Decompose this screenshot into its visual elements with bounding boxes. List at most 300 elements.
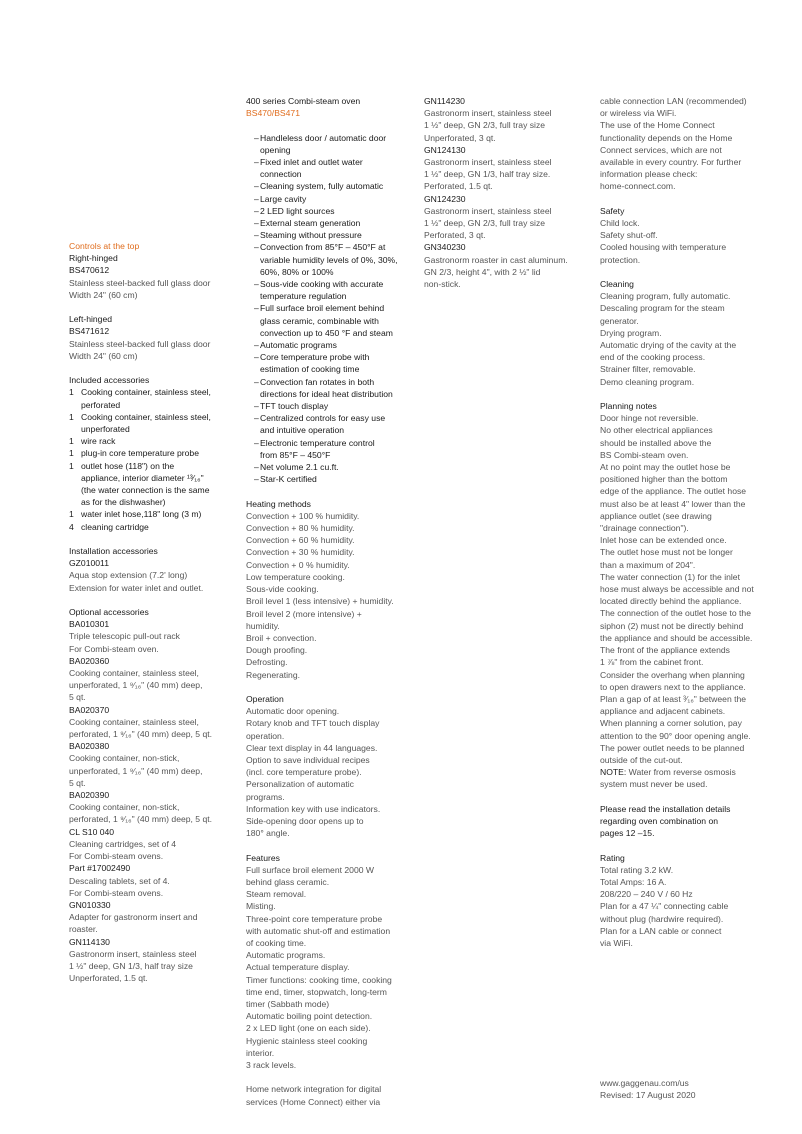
feature-line: opening [260, 144, 291, 155]
footer [600, 1077, 770, 1101]
operation-line: (incl. core temperature probe). [246, 767, 362, 778]
safety-section [600, 205, 762, 266]
safety-line: Child lock. [600, 218, 640, 229]
accessory-line: Gastronorm roaster in cast aluminum. [424, 254, 568, 265]
right-hinged-line: Width 24" (60 cm) [69, 289, 138, 300]
cleaning-title: Cleaning [600, 279, 634, 290]
accessory-item [69, 789, 231, 826]
rating-line: Total rating 3.2 kW. [600, 864, 674, 875]
feature-text-line: time end, timer, stopwatch, long-term [246, 986, 387, 997]
planning-note [600, 766, 762, 778]
safety-line: Cooled housing with temperature [600, 242, 727, 253]
accessory-line: For Combi-steam oven. [69, 643, 159, 654]
operation-line: Rotary knob and TFT touch display [246, 718, 380, 729]
list-item [69, 411, 231, 435]
accessory-line: Unperforated, 1.5 qt. [69, 973, 148, 984]
feature-line: – TFT touch display [260, 401, 329, 412]
home-network-text [246, 1083, 408, 1107]
connect-line: cable connection LAN (recommended) [600, 96, 747, 106]
heating-line: Regenerating. [246, 669, 300, 680]
feature-line: – 2 LED light sources [260, 205, 335, 216]
feature-line: – Convection from 85°F – 450°F at [260, 242, 386, 253]
accessory-item [69, 936, 231, 985]
planning-line: positioned higher than the bottom [600, 474, 728, 485]
accessory-line: Cooking container, non-stick, [69, 753, 180, 764]
home-network-line: Home network integration for digital [246, 1084, 382, 1095]
accessory-code: BA010301 [69, 619, 110, 630]
accessory-line: perforated, 1 ⁹⁄₁₆" (40 mm) deep, 5 qt. [69, 729, 213, 740]
cleaning-section [600, 278, 762, 388]
cleaning-line: generator. [600, 315, 639, 326]
accessory-code: BA020370 [69, 704, 110, 715]
accessory-line: Gastronorm insert, stainless steel [424, 205, 552, 216]
list-item [246, 132, 408, 156]
list-item [246, 193, 408, 205]
cleaning-line: Drying program. [600, 327, 662, 338]
safety-title: Safety [600, 205, 625, 216]
feature-line: – Large cavity [260, 193, 307, 204]
feature-line: – Sous-vide cooking with accurate [260, 279, 384, 290]
safety-line: Safety shut-off. [600, 230, 658, 241]
accessory-line: 5 qt. [69, 692, 86, 703]
accessory-line: Unperforated, 3 qt. [424, 132, 496, 143]
planning-line: When planning a corner solution, pay [600, 718, 742, 729]
heating-line: Dough proofing. [246, 645, 308, 656]
feature-line: – Cleaning system, fully automatic [260, 181, 384, 192]
installation-reference-line: regarding oven combination on [600, 815, 719, 826]
installation-reference-section [600, 803, 762, 840]
planning-line: located directly behind the appliance. [600, 596, 742, 607]
feature-line: temperature regulation [260, 291, 347, 302]
heating-methods-section [246, 498, 408, 681]
accessory-line: Gastronorm insert, stainless steel [424, 108, 552, 119]
feature-text-line: of cooking time. [246, 937, 307, 948]
feature-line: connection [260, 169, 302, 180]
left-hinged-section [69, 313, 231, 362]
connect-line: information please check: [600, 169, 698, 180]
accessory-code: BA020380 [69, 741, 110, 752]
operation-line: Option to save individual recipes [246, 754, 370, 765]
accessory-item [424, 193, 586, 242]
features-text [246, 864, 408, 1071]
connect-line: functionality depends on the Home [600, 132, 733, 143]
accessory-item [69, 826, 231, 863]
operation-line: Side-opening door opens up to [246, 815, 364, 826]
rating-section [600, 852, 762, 950]
planning-notes-text [600, 412, 762, 766]
accessory-item [69, 704, 231, 741]
list-item [246, 156, 408, 180]
planning-line: appliance and adjacent cabinets. [600, 706, 726, 717]
home-connect-section [600, 95, 762, 193]
feature-text-line: Automatic boiling point detection. [246, 1011, 373, 1022]
planning-line: should be installed above the [600, 437, 712, 448]
item-count: 1 [69, 448, 74, 459]
feature-line: variable humidity levels of 0%, 30%, [260, 254, 398, 265]
operation-section [246, 693, 408, 839]
feature-line: – Convection fan rotates in both [260, 376, 375, 387]
item-line: appliance, interior diameter ¹³⁄₁₆" [81, 472, 204, 483]
accessory-item [424, 95, 586, 144]
accessory-code: GN114130 [69, 936, 110, 947]
feature-line: – Automatic programs [260, 340, 337, 351]
left-hinged-line: Stainless steel-backed full glass door [69, 338, 211, 349]
feature-text-line: Steam removal. [246, 889, 307, 900]
item-count: 1 [69, 436, 74, 447]
accessory-item [69, 862, 231, 899]
accessory-item [69, 618, 231, 655]
heating-methods-text [246, 510, 408, 681]
planning-line: siphon (2) must not be directly behind [600, 620, 744, 631]
list-item [246, 302, 408, 339]
feature-line: – Star-K certified [260, 474, 317, 485]
accessory-line: non-stick. [424, 279, 461, 290]
key-features-section [246, 132, 408, 486]
planning-line: outside of the cut-out. [600, 754, 683, 765]
rating-line: via WiFi. [600, 937, 633, 948]
feature-line: glass ceramic, combinable with [260, 315, 379, 326]
feature-line: directions for ideal heat distribution [260, 388, 393, 399]
feature-line: – Handleless door / automatic door [260, 132, 387, 143]
list-item [246, 376, 408, 400]
planning-line: The water connection (1) for the inlet [600, 571, 740, 582]
installation-accessories-section [69, 545, 231, 594]
list-item [246, 241, 408, 278]
operation-line: Personalization of automatic [246, 779, 354, 790]
rating-line: 208/220 – 240 V / 60 Hz [600, 889, 693, 900]
list-item [246, 473, 408, 485]
accessory-line: 1 ½" deep, GN 2/3, full tray size [424, 120, 546, 131]
optional-accessories-title: Optional accessories [69, 607, 149, 618]
accessory-line: Perforated, 3 qt. [424, 230, 486, 241]
features-section [246, 852, 408, 1072]
included-accessories-list [69, 386, 231, 532]
heating-line: Low temperature cooking. [246, 571, 345, 582]
item-line: as for the dishwasher) [81, 497, 166, 508]
rating-line: Plan for a LAN cable or connect [600, 925, 722, 936]
cleaning-line: Strainer filter, removable. [600, 364, 696, 375]
item-count: 1 [69, 509, 74, 520]
heating-line: Broil + convection. [246, 632, 317, 643]
accessory-line: unperforated, 1 ⁹⁄₁₆" (40 mm) deep, [69, 680, 203, 691]
feature-line: – Net volume 2.1 cu.ft. [260, 462, 339, 473]
heating-line: Convection + 0 % humidity. [246, 559, 350, 570]
home-network-line: services (Home Connect) either via [246, 1096, 381, 1107]
planning-note-line: system must never be used. [600, 779, 708, 790]
feature-text-line: Hygienic stainless steel cooking [246, 1035, 368, 1046]
accessory-line: 1 ½" deep, GN 2/3, full tray size [424, 218, 546, 229]
left-hinged-title: Left-hinged [69, 314, 113, 325]
connect-line: Connect services, which are not [600, 144, 722, 155]
controls-title: Controls at the top [69, 241, 140, 251]
note-label: NOTE: [600, 767, 627, 778]
feature-line: and intuitive operation [260, 425, 345, 436]
rating-line: without plug (hardwire required). [600, 913, 724, 924]
connect-line: The use of the Home Connect [600, 120, 715, 131]
connect-line: or wireless via WiFi. [600, 108, 677, 119]
accessory-line: For Combi-steam ovens. [69, 851, 164, 862]
item-count: 4 [69, 521, 74, 532]
controls-section [69, 240, 231, 301]
operation-line: operation. [246, 730, 285, 741]
note-text: Water from reverse osmosis [626, 767, 736, 778]
cleaning-text [600, 290, 762, 388]
operation-line: Information key with use indicators. [246, 803, 381, 814]
list-item [246, 205, 408, 217]
list-item [246, 180, 408, 192]
rating-text [600, 864, 762, 949]
accessory-line: 5 qt. [69, 777, 86, 788]
planning-line: The power outlet needs to be planned [600, 742, 745, 753]
left-hinged-code: BS471612 [69, 326, 110, 337]
series-title: 400 series Combi-steam oven [246, 96, 361, 106]
connect-line: available in every country. For further [600, 157, 742, 168]
operation-line: Clear text display in 44 languages. [246, 742, 378, 753]
heating-line: Convection + 100 % humidity. [246, 510, 360, 521]
accessory-item [69, 740, 231, 789]
planning-line: must also be at least 4" lower than the [600, 498, 746, 509]
included-accessories-title: Included accessories [69, 375, 150, 386]
accessory-item [69, 899, 231, 936]
feature-text-line: timer (Sabbath mode) [246, 998, 330, 1009]
feature-text-line: 2 x LED light (one on each side). [246, 1023, 371, 1034]
accessory-item [424, 241, 586, 290]
accessory-code: GN010330 [69, 899, 111, 910]
feature-line: – External steam generation [260, 218, 361, 229]
installation-code: GZ010011 [69, 558, 109, 569]
list-item [246, 461, 408, 473]
accessory-item [69, 655, 231, 704]
planning-line: The connection of the outlet hose to the [600, 608, 751, 619]
feature-line: – Fixed inlet and outlet water [260, 157, 363, 167]
optional-accessories-list [69, 618, 231, 984]
heating-line: Broil level 2 (more intensive) + [246, 608, 362, 619]
heating-line: Broil level 1 (less intensive) + humidity. [246, 596, 394, 607]
rating-title: Rating [600, 852, 625, 863]
accessory-line: For Combi-steam ovens. [69, 887, 164, 898]
planning-line: No other electrical appliances [600, 425, 713, 436]
cleaning-line: Descaling program for the steam [600, 303, 725, 314]
safety-text [600, 217, 762, 266]
accessory-line: Gastronorm insert, stainless steel [424, 157, 552, 168]
accessory-line: 1 ½" deep, GN 1/3, half tray size. [424, 169, 551, 180]
operation-line: Automatic door opening. [246, 706, 340, 717]
right-hinged-line: Stainless steel-backed full glass door [69, 277, 211, 288]
item-line: outlet hose (118") on the [81, 460, 175, 471]
list-item [246, 437, 408, 461]
item-line: wire rack [81, 436, 116, 447]
heating-methods-title: Heating methods [246, 498, 311, 509]
list-item [246, 351, 408, 375]
list-item [69, 508, 231, 520]
heating-line: humidity. [246, 620, 280, 631]
accessory-line: Adapter for gastronorm insert and [69, 912, 198, 923]
list-item [69, 386, 231, 410]
feature-text-line: Three-point core temperature probe [246, 913, 383, 924]
operation-line: 180° angle. [246, 828, 290, 839]
key-features-list [246, 132, 408, 486]
accessory-code: GN124230 [424, 193, 466, 204]
feature-line: – Steaming without pressure [260, 230, 362, 241]
list-item [246, 400, 408, 412]
planning-line: Consider the overhang when planning [600, 669, 745, 680]
planning-line: to open drawers next to the appliance. [600, 681, 746, 692]
planning-line: "drainage connection"). [600, 523, 689, 534]
feature-line: 60%, 80% or 100% [260, 266, 334, 277]
accessory-line: Cooking container, stainless steel, [69, 716, 199, 727]
planning-line: the appliance and should be accessible. [600, 632, 753, 643]
accessory-line: Descaling tablets, set of 4. [69, 875, 170, 886]
item-line: Cooking container, stainless steel, [81, 411, 211, 422]
right-hinged-title: Right-hinged [69, 253, 118, 264]
feature-text-line: Full surface broil element 2000 W [246, 864, 375, 875]
list-item [246, 229, 408, 241]
list-item [246, 278, 408, 302]
installation-line: Extension for water inlet and outlet. [69, 582, 204, 593]
heating-line: Convection + 80 % humidity. [246, 523, 355, 534]
list-item [69, 460, 231, 509]
accessory-code: BA020390 [69, 790, 110, 801]
planning-line: hose must always be accessible and not [600, 584, 754, 595]
feature-line: – Full surface broil element behind [260, 303, 385, 314]
home-network-section [246, 1083, 408, 1107]
operation-title: Operation [246, 693, 284, 704]
feature-line: – Centralized controls for easy use [260, 413, 386, 424]
list-item [246, 217, 408, 229]
gastronorm-list [424, 95, 586, 290]
accessory-line: unperforated, 1 ⁹⁄₁₆" (40 mm) deep, [69, 765, 203, 776]
accessory-line: Gastronorm insert, stainless steel [69, 948, 197, 959]
heating-line: Convection + 30 % humidity. [246, 547, 355, 558]
feature-text-line: 3 rack levels. [246, 1059, 297, 1070]
features-title: Features [246, 852, 280, 863]
column-1 [69, 240, 231, 997]
planning-line: Door hinge not reversible. [600, 413, 699, 424]
accessory-line: Triple telescopic pull-out rack [69, 631, 180, 642]
heating-line: Convection + 60 % humidity. [246, 535, 355, 546]
planning-line: 1 ⅞" from the cabinet front. [600, 657, 704, 668]
planning-notes-title: Planning notes [600, 401, 657, 412]
feature-text-line: Automatic programs. [246, 950, 326, 961]
feature-text-line: Misting. [246, 901, 276, 912]
home-connect-text [600, 95, 762, 193]
accessory-line: roaster. [69, 924, 98, 935]
feature-line: – Electronic temperature control [260, 437, 375, 448]
planning-line: edge of the appliance. The outlet hose [600, 486, 747, 497]
item-line: water inlet hose,118" long (3 m) [81, 509, 202, 520]
list-item [246, 339, 408, 351]
connect-line: home-connect.com. [600, 181, 676, 192]
planning-line: BS Combi-steam oven. [600, 449, 689, 460]
feature-text-line: interior. [246, 1047, 275, 1058]
heating-line: Defrosting. [246, 657, 288, 668]
planning-line: appliance outlet (see drawing [600, 510, 712, 521]
item-count: 1 [69, 411, 74, 422]
item-count: 1 [69, 387, 74, 398]
accessory-line: 1 ½" deep, GN 1/3, half tray size [69, 960, 193, 971]
installation-reference-line: Please read the installation details [600, 803, 731, 814]
feature-line: – Core temperature probe with [260, 352, 370, 363]
installation-reference-text [600, 803, 762, 840]
list-item [69, 447, 231, 459]
feature-line: from 85°F – 450°F [260, 449, 331, 460]
accessory-code: GN124130 [424, 144, 466, 155]
planning-line: At no point may the outlet hose be [600, 462, 731, 473]
website-url: www.gaggenau.com/us [600, 1078, 689, 1088]
accessory-item [424, 144, 586, 193]
cleaning-line: Cleaning program, fully automatic. [600, 291, 731, 302]
feature-line: convection up to 450 °F and steam [260, 327, 393, 338]
planning-line: Inlet hose can be extended once. [600, 535, 727, 546]
column-3 [424, 95, 586, 290]
heating-line: Sous-vide cooking. [246, 584, 319, 595]
item-line: plug-in core temperature probe [81, 448, 199, 459]
product-header [246, 95, 408, 119]
safety-line: protection. [600, 254, 641, 265]
accessory-code: BA020360 [69, 655, 110, 666]
item-count: 1 [69, 460, 74, 471]
item-line: unperforated [81, 424, 130, 435]
operation-line: programs. [246, 791, 285, 802]
optional-accessories-section [69, 606, 231, 984]
installation-reference-line: pages 12 –15. [600, 828, 655, 839]
item-line: (the water connection is the same [81, 485, 210, 496]
model-names: BS470/BS471 [246, 108, 300, 119]
item-line: Cooking container, stainless steel, [81, 387, 211, 398]
installation-line: Aqua stop extension (7.2' long) [69, 570, 188, 581]
planning-line: The front of the appliance extends [600, 645, 730, 656]
operation-text [246, 705, 408, 839]
revision-date: Revised: 17 August 2020 [600, 1090, 696, 1101]
feature-text-line: Timer functions: cooking time, cooking [246, 974, 392, 985]
planning-line: The outlet hose must not be longer [600, 547, 733, 558]
planning-line: attention to the 90° door opening angle. [600, 730, 751, 741]
planning-line: than a maximum of 204". [600, 559, 696, 570]
accessory-code: GN114230 [424, 96, 465, 106]
item-line: cleaning cartridge [81, 521, 149, 532]
accessory-line: GN 2/3, height 4", with 2 ½" lid [424, 266, 541, 277]
included-accessories-section [69, 374, 231, 533]
planning-line: Plan a gap of at least ³⁄₁₆" between the [600, 693, 747, 704]
accessory-code: Part #17002490 [69, 863, 131, 874]
right-hinged-code: BS470612 [69, 265, 110, 276]
installation-accessories-title: Installation accessories [69, 546, 158, 557]
accessory-line: Perforated, 1.5 qt. [424, 181, 493, 192]
feature-line: estimation of cooking time [260, 364, 360, 375]
rating-line: Plan for a 47 ¼" connecting cable [600, 901, 729, 912]
feature-text-line: with automatic shut-off and estimation [246, 925, 391, 936]
list-item [69, 435, 231, 447]
accessory-line: Cooking container, stainless steel, [69, 668, 199, 679]
accessory-line: Cleaning cartridges, set of 4 [69, 838, 177, 849]
column-2 [246, 95, 408, 1120]
accessory-line: Cooking container, non-stick, [69, 802, 180, 813]
column-4 [600, 95, 762, 961]
accessory-line: perforated, 1 ⁹⁄₁₆" (40 mm) deep, 5 qt. [69, 814, 213, 825]
feature-text-line: behind glass ceramic. [246, 876, 330, 887]
rating-line: Total Amps: 16 A. [600, 876, 667, 887]
cleaning-line: end of the cooking process. [600, 352, 706, 363]
cleaning-line: Demo cleaning program. [600, 376, 695, 387]
planning-notes-section [600, 400, 762, 791]
feature-text-line: Actual temperature display. [246, 962, 350, 973]
left-hinged-line: Width 24" (60 cm) [69, 350, 138, 361]
accessory-code: GN340230 [424, 242, 466, 253]
item-line: perforated [81, 399, 121, 410]
list-item [69, 521, 231, 533]
cleaning-line: Automatic drying of the cavity at the [600, 340, 737, 351]
list-item [246, 412, 408, 436]
